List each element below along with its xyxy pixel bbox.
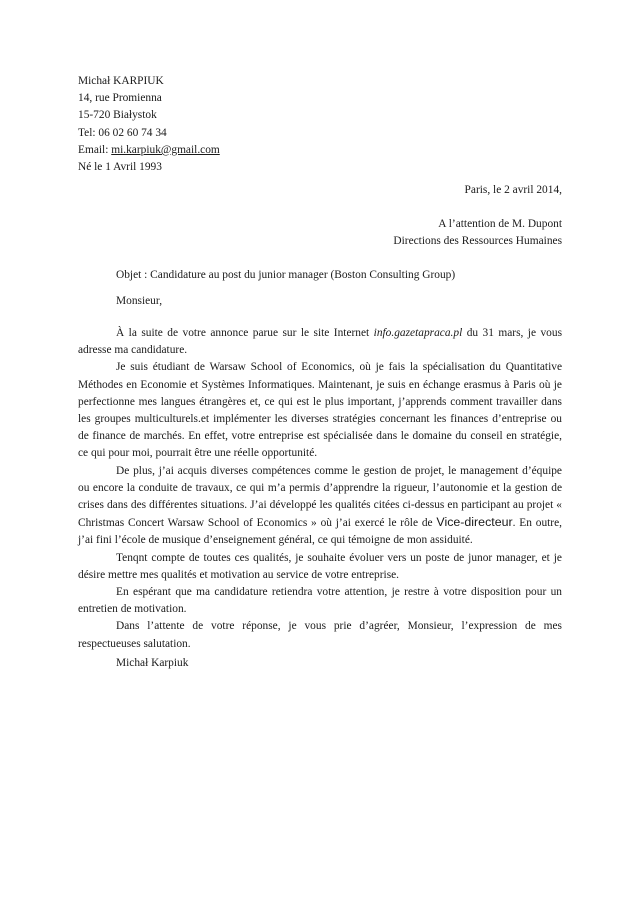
signature: Michał Karpiuk (116, 657, 189, 669)
paragraph-3-text-b: . En outre, j’ai fini l’école de musique d’enseignement général, ce qui témoigne de mon assiduité. (78, 517, 563, 547)
letter-body (78, 325, 562, 653)
paragraph-3 (78, 463, 562, 550)
paragraph-2: Je suis étudiant de Warsaw School of Economics, où je fais la spécialisation du Quantitative Méthodes en Economie et Systèmes Informatiques. Maintenant, je suis en échange erasmus à Paris où je perfectionne mes langues étrangères et, ce qui est le plus important, j’apprends comment travailler dans les groupes multiculturels.et implémenter les diverses stratégies concernant les finances d’entreprise ou de finance de marchés. En effet, votre entreprise est spécialisée dans le domaine du conseil en stratégie, ce qui pour moi, pourrait être une réelle opportunité. (78, 361, 562, 460)
sender-email-label: Email: (78, 143, 112, 156)
date-line: Paris, le 2 avril 2014, (464, 184, 562, 196)
recipient-department: Directions des Ressources Humaines (393, 235, 562, 247)
sender-phone: Tel: 06 02 60 74 34 (78, 126, 167, 139)
paragraph-4: Tenqnt compte de toutes ces qualités, je souhaite évoluer vers un poste de junor manager, et je désire mettre mes qualités et motivation au service de votre entreprise. (78, 551, 562, 581)
website-name: info.gazetapraca.pl (373, 327, 463, 339)
sender-block (78, 73, 378, 176)
sender-birth: Né le 1 Avril 1993 (78, 160, 162, 173)
paragraph-6: Dans l’attente de votre réponse, je vous prie d’agréer, Monsieur, l’expression de mes respectueuses salutation. (78, 620, 562, 650)
role-title: Vice-directeur (436, 515, 513, 530)
subject-line: Objet : Candidature au post du junior manager (Boston Consulting Group) (116, 269, 456, 281)
paragraph-3-text-a: De plus, j’ai acquis diverses compétences comme le gestion de projet, le management d’équipe ou encore la conduite de travaux, ce qui m’a permis d’apprendre la rigueur, l’autonomie et la gestion de crises dans des différentes situations. J’ai développé les qualités citées ci-dessus en participant au projet « Christmas Concert Warsaw School of Economics » où j’ai exercé le rôle de (78, 464, 562, 530)
sender-email-line (78, 142, 378, 159)
salutation: Monsieur, (116, 295, 163, 307)
sender-email-link[interactable]: mi.karpiuk@gmail.com (111, 143, 220, 156)
paragraph-1-text-a: À la suite de votre annonce parue sur le site Internet (116, 327, 374, 339)
paragraph-1-text-b: du 31 mars, je vous adresse ma candidature. (78, 327, 562, 357)
sender-name: Michał KARPIUK (78, 75, 164, 87)
paragraph-1 (78, 325, 562, 359)
recipient-attention: A l’attention de M. Dupont (438, 218, 562, 230)
sender-city: 15-720 Białystok (78, 109, 157, 122)
sender-street: 14, rue Promienna (78, 92, 162, 105)
paragraph-5: En espérant que ma candidature retiendra votre attention, je restre à votre disposition pour un entretien de motivation. (78, 586, 562, 616)
